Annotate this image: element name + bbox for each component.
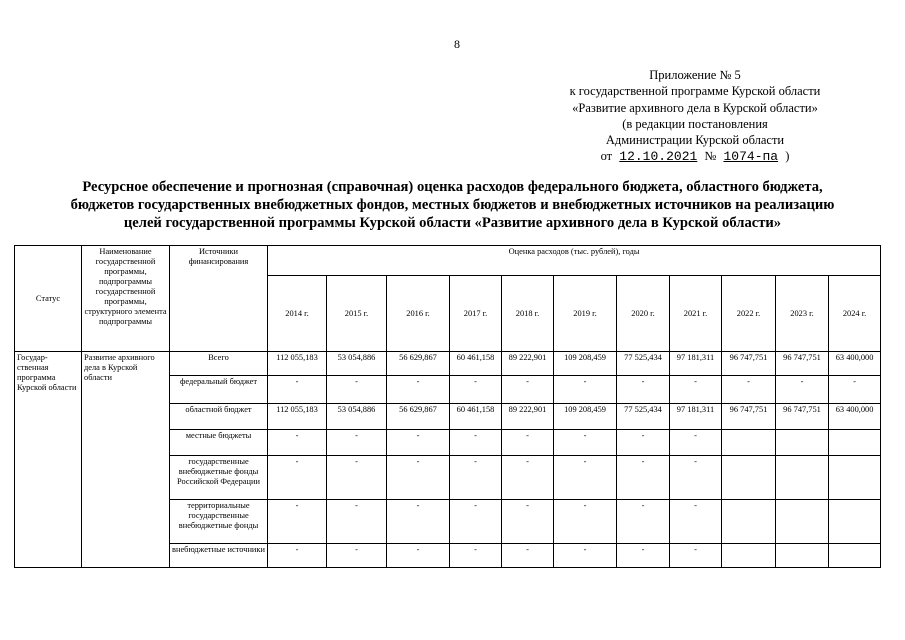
appendix-line-1: Приложение № 5 xyxy=(649,68,741,82)
title-line-2: бюджетов государственных внебюджетных фондов, местных бюджетов и внебюджетных источников на реализацию xyxy=(70,197,835,213)
value-cell: - xyxy=(327,500,387,544)
value-cell: - xyxy=(268,430,327,456)
value-cell: - xyxy=(502,456,554,500)
value-cell: - xyxy=(554,376,617,404)
value-cell: 63 400,000 xyxy=(829,352,881,376)
value-cell: - xyxy=(387,456,450,500)
resource-table xyxy=(14,245,881,568)
value-cell: - xyxy=(670,456,722,500)
value-cell: - xyxy=(722,376,776,404)
value-cell: - xyxy=(450,376,502,404)
value-cell: - xyxy=(450,500,502,544)
value-cell: 53 054,886 xyxy=(327,404,387,430)
title-line-1: Ресурсное обеспечение и прогнозная (справочная) оценка расходов федерального бюджета, областного бюджета, xyxy=(82,179,823,195)
source-cell: территориальные государственные внебюджетные фонды xyxy=(170,500,268,544)
year-header: 2023 г. xyxy=(776,276,829,352)
value-cell: 63 400,000 xyxy=(829,404,881,430)
value-cell: - xyxy=(617,456,670,500)
value-cell xyxy=(776,500,829,544)
table-row xyxy=(15,352,881,376)
value-cell: 60 461,158 xyxy=(450,352,502,376)
number-label: № xyxy=(704,149,717,164)
value-cell: 77 525,434 xyxy=(617,404,670,430)
value-cell xyxy=(776,544,829,568)
appendix-line-2: к государственной программе Курской области xyxy=(569,84,821,99)
value-cell xyxy=(829,544,881,568)
year-header: 2024 г. xyxy=(829,276,881,352)
value-cell: - xyxy=(670,376,722,404)
value-cell: - xyxy=(502,430,554,456)
value-cell: 109 208,459 xyxy=(554,352,617,376)
resolution-date: 12.10.2021 xyxy=(619,149,698,165)
year-header: 2019 г. xyxy=(554,276,617,352)
value-cell xyxy=(829,500,881,544)
year-header: 2016 г. xyxy=(387,276,450,352)
value-cell: 89 222,901 xyxy=(502,352,554,376)
value-cell: - xyxy=(268,376,327,404)
value-cell xyxy=(722,500,776,544)
value-cell: - xyxy=(387,500,450,544)
year-header: 2017 г. xyxy=(450,276,502,352)
appendix-date-line xyxy=(545,148,845,165)
value-cell: 96 747,751 xyxy=(776,404,829,430)
value-cell: 112 055,183 xyxy=(268,404,327,430)
value-cell: - xyxy=(554,430,617,456)
value-cell: - xyxy=(502,500,554,544)
value-cell xyxy=(722,456,776,500)
year-header: 2015 г. xyxy=(327,276,387,352)
value-cell: - xyxy=(327,430,387,456)
value-cell: - xyxy=(268,500,327,544)
appendix-line-4: (в редакции постановления xyxy=(622,116,768,131)
year-header: 2021 г. xyxy=(670,276,722,352)
value-cell: 97 181,311 xyxy=(670,404,722,430)
value-cell: - xyxy=(387,430,450,456)
value-cell: - xyxy=(450,430,502,456)
header-row-1 xyxy=(15,246,881,276)
year-header: 2014 г. xyxy=(268,276,327,352)
value-cell: 89 222,901 xyxy=(502,404,554,430)
value-cell: - xyxy=(502,376,554,404)
value-cell: - xyxy=(268,544,327,568)
value-cell: 53 054,886 xyxy=(327,352,387,376)
header-sources: Источники финансирования xyxy=(170,246,268,352)
value-cell xyxy=(776,430,829,456)
value-cell: - xyxy=(387,544,450,568)
value-cell xyxy=(829,430,881,456)
appendix-line-3: «Развитие архивного дела в Курской области» xyxy=(572,100,818,115)
value-cell: - xyxy=(450,456,502,500)
value-cell: - xyxy=(268,456,327,500)
value-cell: 96 747,751 xyxy=(722,404,776,430)
value-cell: - xyxy=(670,500,722,544)
value-cell: - xyxy=(502,544,554,568)
year-header: 2020 г. xyxy=(617,276,670,352)
source-cell: внебюджетные источники xyxy=(170,544,268,568)
year-header: 2022 г. xyxy=(722,276,776,352)
resolution-number: 1074-па xyxy=(723,149,779,165)
value-cell: - xyxy=(327,544,387,568)
value-cell: 77 525,434 xyxy=(617,352,670,376)
value-cell: 97 181,311 xyxy=(670,352,722,376)
document-title xyxy=(50,178,855,232)
header-name: Наименование государственной программы, подпрограммы государственной программы, структурного элемента подпрограммы xyxy=(82,246,170,352)
value-cell: - xyxy=(617,500,670,544)
value-cell: - xyxy=(327,456,387,500)
value-cell: - xyxy=(670,544,722,568)
source-cell: Всего xyxy=(170,352,268,376)
value-cell: - xyxy=(554,500,617,544)
title-line-3: целей государственной программы Курской области «Развитие архивного дела в Курской области» xyxy=(123,215,782,231)
source-cell: местные бюджеты xyxy=(170,430,268,456)
value-cell: - xyxy=(387,376,450,404)
value-cell: - xyxy=(554,456,617,500)
close-paren: ) xyxy=(785,149,790,164)
program-name-cell: Развитие архивного дела в Курской области xyxy=(82,352,170,568)
header-estimate: Оценка расходов (тыс. рублей), годы xyxy=(268,246,881,276)
value-cell: 96 747,751 xyxy=(722,352,776,376)
value-cell: - xyxy=(670,430,722,456)
value-cell: - xyxy=(617,376,670,404)
value-cell: 109 208,459 xyxy=(554,404,617,430)
appendix-line-5: Администрации Курской области xyxy=(605,133,785,148)
value-cell: 96 747,751 xyxy=(776,352,829,376)
value-cell: - xyxy=(617,430,670,456)
header-status: Статус xyxy=(15,246,82,352)
source-cell: областной бюджет xyxy=(170,404,268,430)
value-cell xyxy=(829,456,881,500)
value-cell: - xyxy=(450,544,502,568)
status-cell: Государ-ственная программа Курской области xyxy=(15,352,82,568)
value-cell: - xyxy=(327,376,387,404)
value-cell xyxy=(776,456,829,500)
value-cell: - xyxy=(554,544,617,568)
source-cell: государственные внебюджетные фонды Российской Федерации xyxy=(170,456,268,500)
value-cell: - xyxy=(829,376,881,404)
value-cell: - xyxy=(776,376,829,404)
year-header: 2018 г. xyxy=(502,276,554,352)
value-cell: 56 629,867 xyxy=(387,352,450,376)
value-cell: 56 629,867 xyxy=(387,404,450,430)
value-cell: 112 055,183 xyxy=(268,352,327,376)
value-cell xyxy=(722,430,776,456)
value-cell: - xyxy=(617,544,670,568)
value-cell xyxy=(722,544,776,568)
source-cell: федеральный бюджет xyxy=(170,376,268,404)
from-label: от xyxy=(600,149,613,164)
page-number: 8 xyxy=(454,37,460,51)
appendix-block xyxy=(545,67,845,166)
value-cell: 60 461,158 xyxy=(450,404,502,430)
